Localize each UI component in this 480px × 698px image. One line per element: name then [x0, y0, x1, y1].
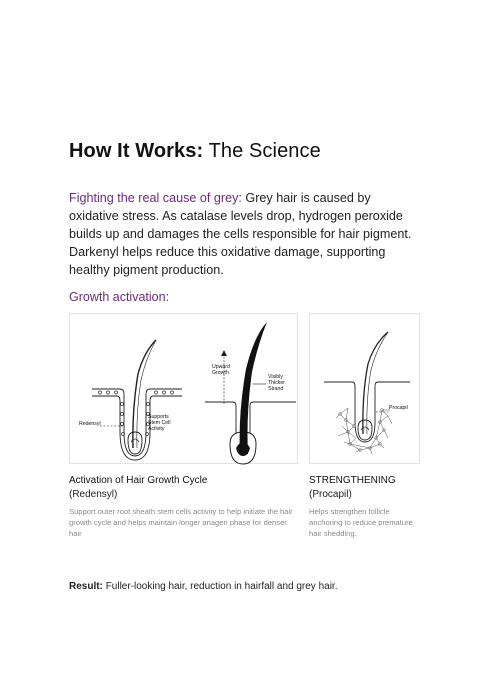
- label-upward-growth: Upward Growth: [212, 364, 230, 376]
- label-visibly-thicker: Visibly Thicker Strand: [268, 374, 286, 392]
- result-label: Result:: [69, 581, 103, 592]
- strengthening-diagram: [309, 313, 420, 464]
- left-caption-description: Support outer root sheath stem cells activity to help initiate the hair growth cycle and helps maintain longer anagen phase for denser hair: [69, 507, 293, 538]
- page-title: [69, 140, 321, 163]
- result-line: [69, 581, 429, 592]
- result-text: Fuller-looking hair, reduction in hairfall and grey hair.: [105, 581, 338, 592]
- right-caption-description: Helps strengthen follicle anchoring to reduce premature hair shedding.: [309, 507, 413, 538]
- page-title-bold: How It Works:: [69, 140, 204, 162]
- follicle-illustration: [70, 314, 299, 465]
- page-title-rest: The Science: [208, 140, 321, 162]
- label-supports-stem-cell: Supports Stem Cell Activity: [148, 414, 171, 432]
- left-caption-subtitle: (Redensyl): [69, 489, 118, 500]
- anchoring-illustration: [310, 314, 421, 465]
- right-caption-title: STRENGTHENING: [309, 475, 396, 486]
- hair-growth-diagram: [69, 313, 298, 464]
- intro-lead: Fighting the real cause of grey:: [69, 191, 242, 205]
- left-caption-title: Activation of Hair Growth Cycle: [69, 475, 208, 486]
- label-procapil: Procapil: [389, 405, 408, 411]
- label-redensyl: Redensyl: [79, 421, 101, 427]
- right-caption-subtitle: (Procapil): [309, 489, 352, 500]
- intro-body: Grey hair is caused by oxidative stress. As catalase levels drop, hydrogen peroxide builds up and damages the cells responsible for hair pigment. Darkenyl helps reduce this oxidative damage, supporting healthy pigment production.: [69, 191, 412, 277]
- intro-paragraph: [69, 189, 419, 279]
- growth-activation-heading: Growth activation:: [69, 290, 170, 304]
